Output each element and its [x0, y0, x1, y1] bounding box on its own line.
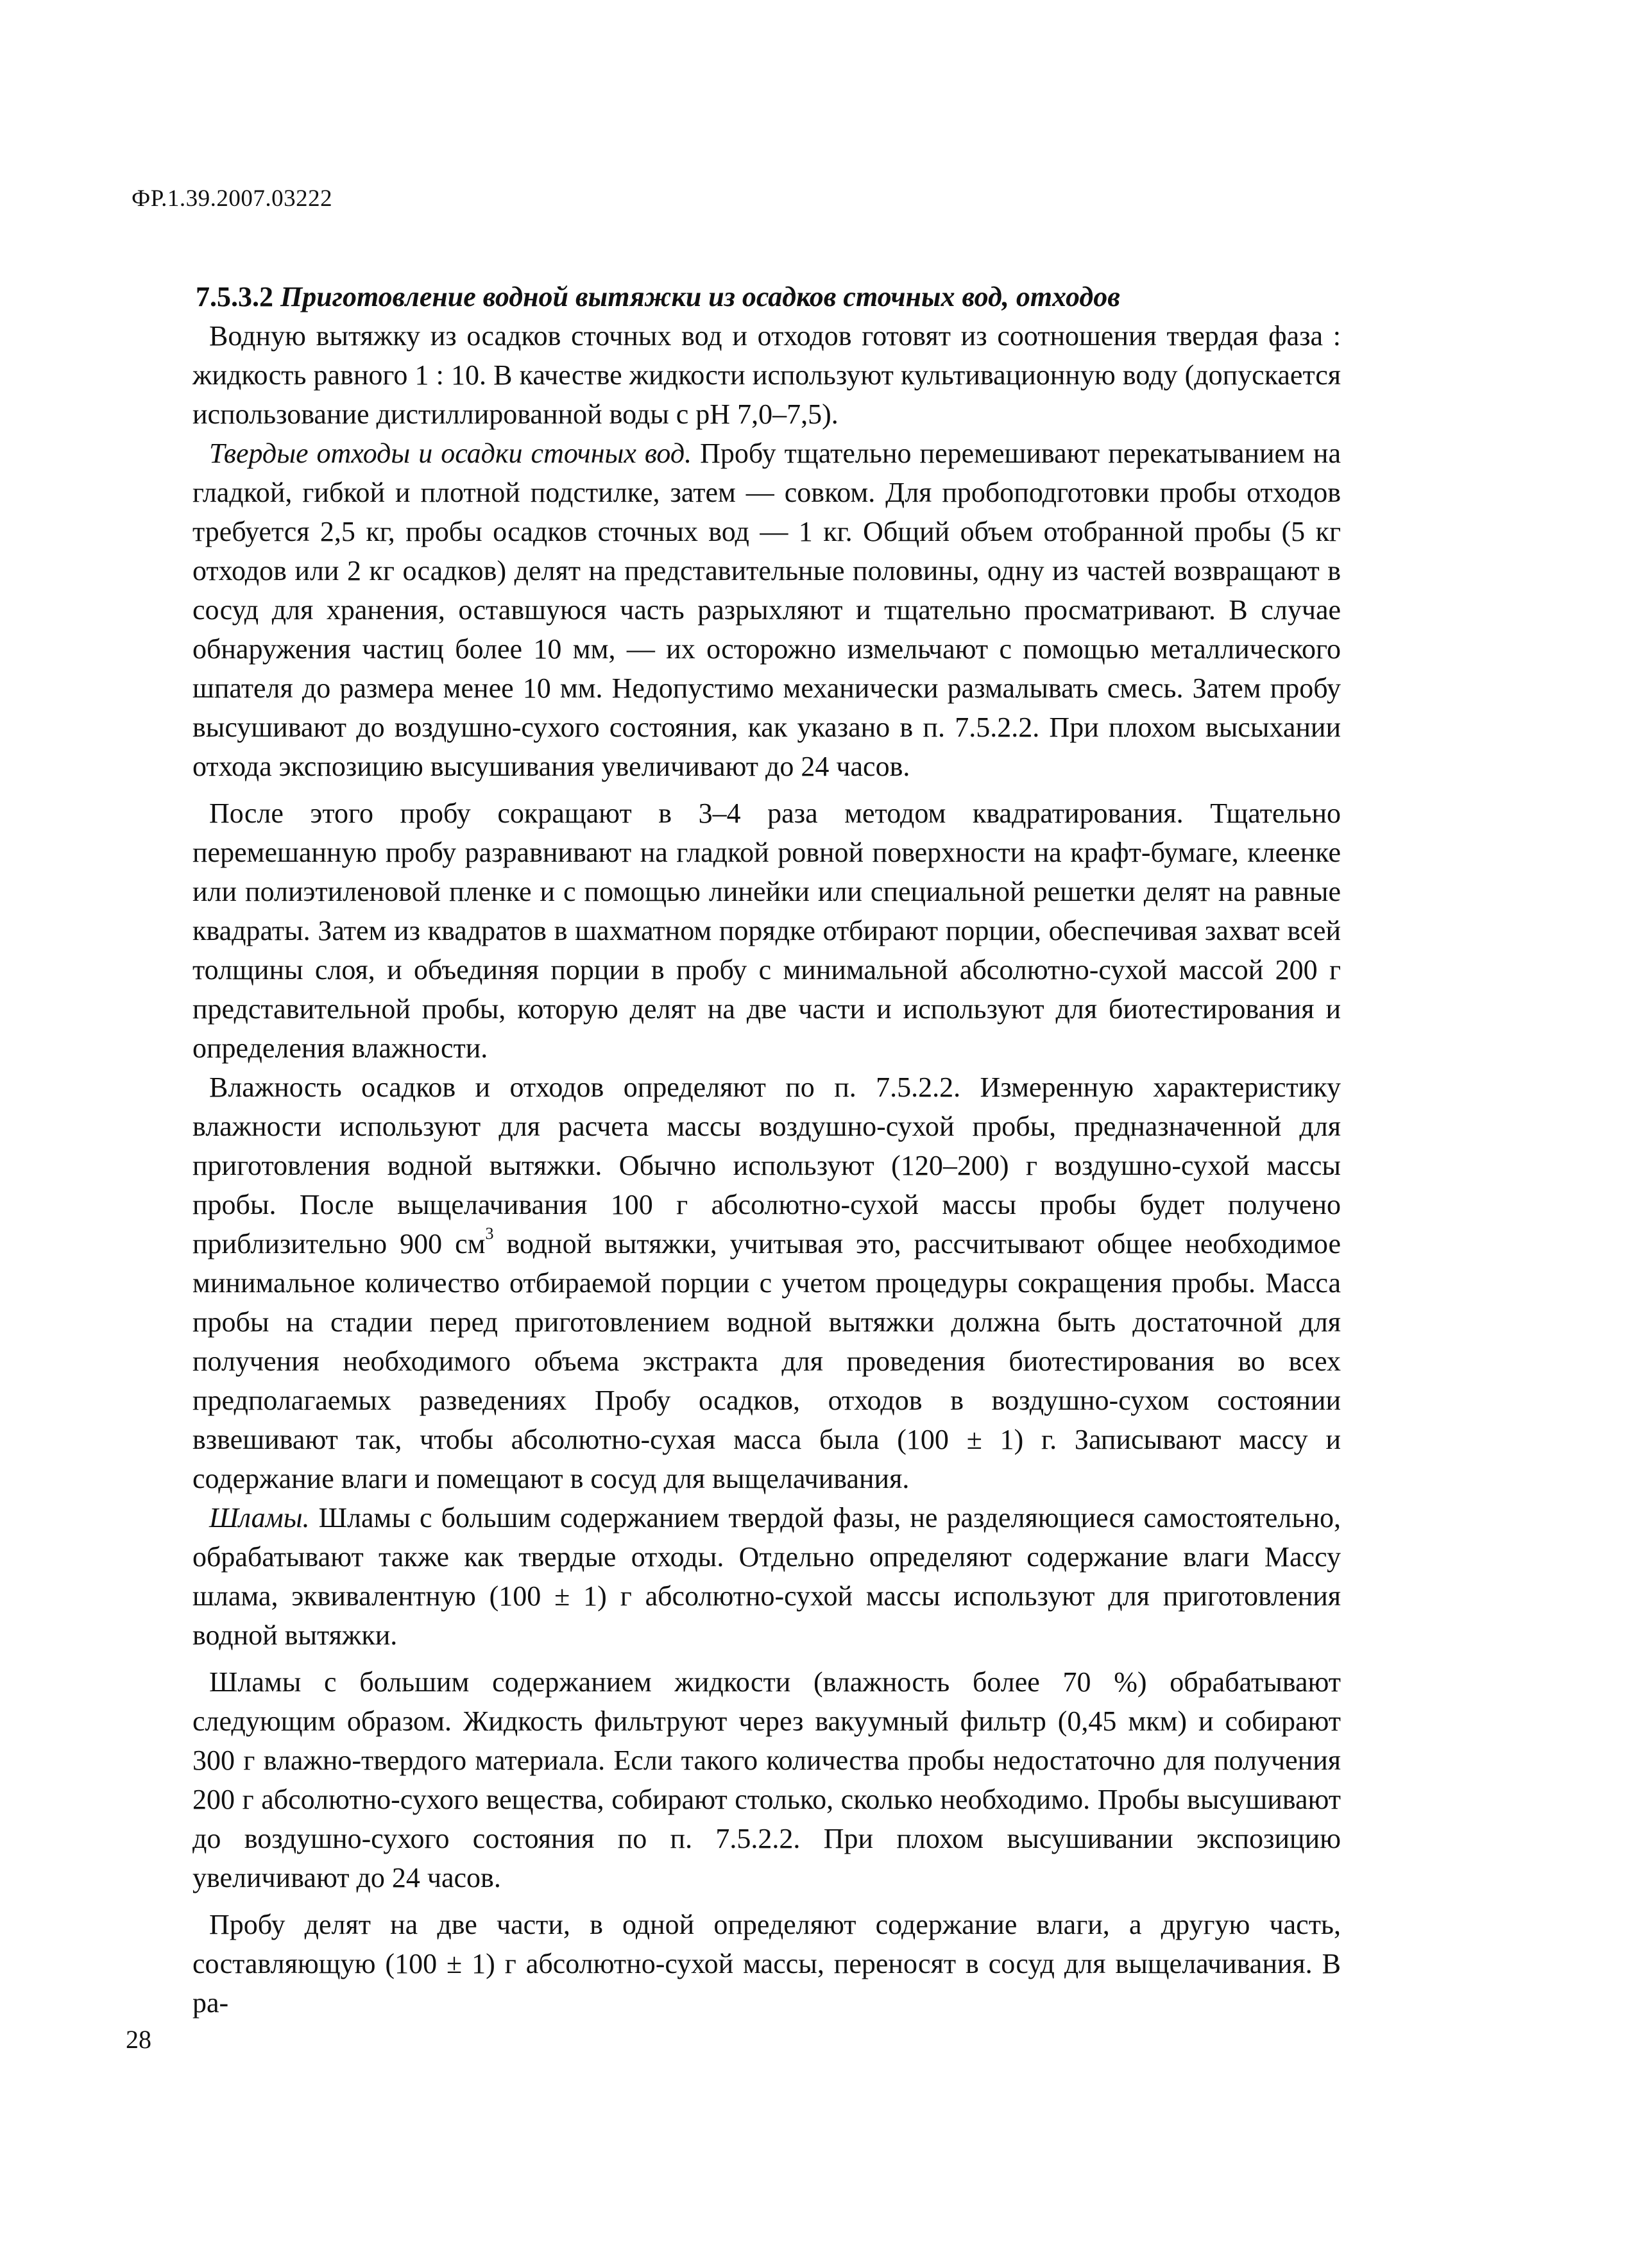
page-number: 28: [126, 2025, 151, 2054]
paragraph-text-sludge: Шламы с большим содержанием твердой фазы, не разделяющиеся самостоятельно, обрабатывают также как твердые отходы. Отдельно определяют содержание влаги Массу шлама, эквивалентную (100 ± 1) г абсолютно-сухой массы используют для приготовления водной вытяжки.: [192, 1502, 1341, 1651]
superscript-cubed: 3: [485, 1224, 494, 1243]
paragraph-water-extract-ratio: Водную вытяжку из осадков сточных вод и отходов готовят из соотношения твердая фаза : жидкость равного 1 : 10. В качестве жидкости используют культивационную воду (допускается использование дистиллированной воды с рН 7,0–7,5).: [192, 320, 1341, 430]
paragraph-lead-sludge: Шламы.: [209, 1502, 310, 1533]
paragraph-text-solid-waste: Пробу тщательно перемешивают перекатыванием на гладкой, гибкой и плотной подстилке, затем — совком. Для пробоподготовки пробы отходов требуется 2,5 кг, пробы осадков сточных вод — 1 кг. Общий объем отобранной пробы (5 кг отходов или 2 кг осадков) делят на представительные половины, одну из частей возвращают в сосуд для хранения, оставшуюся часть разрыхляют и тщательно просматривают. В случае обнаружения частиц более 10 мм, — их осторожно измельчают с помощью металлического шпателя до размера менее 10 мм. Недопустимо механически размалывать смесь. Затем пробу высушивают до воздушно-сухого состояния, как указано в п. 7.5.2.2. При плохом высыхании отхода экспозицию высушивания увеличивают до 24 часов.: [192, 438, 1341, 782]
page-body: [192, 277, 1341, 2022]
section-title: Приготовление водной вытяжки из осадков сточных вод, отходов: [280, 281, 1120, 312]
document-code: ФР.1.39.2007.03222: [132, 185, 333, 212]
section-number: 7.5.3.2: [196, 281, 273, 312]
paragraph-moisture: [192, 1068, 1341, 1498]
paragraph-text-moisture-b: водной вытяжки, учитывая это, рассчитывают общее необходимое минимальное количество отбираемой порции с учетом процедуры сокращения пробы. Масса пробы на стадии перед приготовлением водной вытяжки должна быть достаточной для получения необходимого объема экстракта для проведения биотестирования во всех предполагаемых разведениях Пробу осадков, отходов в воздушно-сухом состоянии взвешивают так, чтобы абсолютно-сухая масса была (100 ± 1) г. Записывают массу и содержание влаги и помещают в сосуд для выщелачивания.: [192, 1228, 1341, 1494]
paragraph-solid-waste: [192, 434, 1341, 786]
paragraph-liquid-sludge: Шламы с большим содержанием жидкости (влажность более 70 %) обрабатывают следующим образом. Жидкость фильтруют через вакуумный фильтр (0,45 мкм) и собирают 300 г влажно-твердого материала. Если такого количества пробы недостаточно для получения 200 г абсолютно-сухого вещества, собирают столько, сколько необходимо. Пробы высушивают до воздушно-сухого состояния по п. 7.5.2.2. При плохом высушивании экспозицию увеличивают до 24 часов.: [192, 1666, 1341, 1893]
paragraph-text-moisture-a: Влажность осадков и отходов определяют по п. 7.5.2.2. Измеренную характеристику влажности используют для расчета массы воздушно-сухой пробы, предназначенной для приготовления водной вытяжки. Обычно используют (120–200) г воздушно-сухой массы пробы. После выщелачивания 100 г абсолютно-сухой массы пробы будет получено приблизительно 900 см: [192, 1072, 1341, 1260]
section-heading: [192, 277, 1341, 316]
paragraph-lead-solid-waste: Твердые отходы и осадки сточных вод.: [209, 438, 692, 469]
paragraph-sludge: [192, 1498, 1341, 1655]
paragraph-split-sample: Пробу делят на две части, в одной определяют содержание влаги, а другую часть, составляющую (100 ± 1) г абсолютно-сухой массы, переносят в сосуд для выщелачивания. В ра-: [192, 1909, 1341, 2019]
paragraph-quartering: После этого пробу сокращают в 3–4 раза методом квадратирования. Тщательно перемешанную пробу разравнивают на гладкой ровной поверхности на крафт-бумаге, клеенке или полиэтиленовой пленке и с помощью линейки или специальной решетки делят на равные квадраты. Затем из квадратов в шахматном порядке отбирают порции, обеспечивая захват всей толщины слоя, и объединяя порции в пробу с минимальной абсолютно-сухой массой 200 г представительной пробы, которую делят на две части и используют для биотестирования и определения влажности.: [192, 798, 1341, 1064]
